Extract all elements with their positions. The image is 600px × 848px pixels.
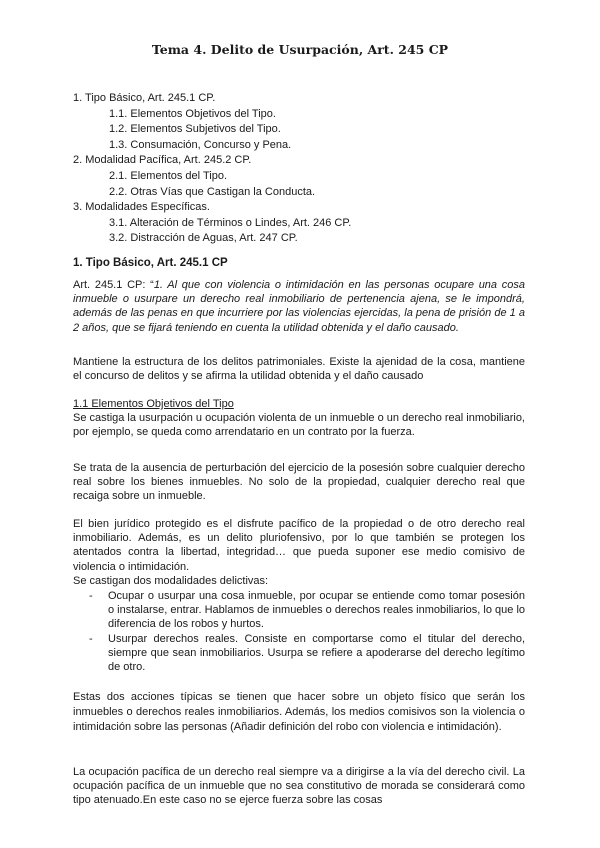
paragraph: El bien jurídico protegido es el disfrute pacífico de la propiedad o de otro derecho real inmobiliario. Además, es un delito pluriofensivo, por lo que también se protegen los atentados contra la libertad, integridad… que pueda suponer ese medio comisivo de violencia o intimidación. [73, 518, 525, 573]
toc-item: 2.2. Otras Vías que Castigan la Conducta. [109, 185, 316, 198]
paragraph: Se castigan dos modalidades delictivas: [73, 575, 269, 587]
toc-item: 1.2. Elementos Subjetivos del Tipo. [109, 123, 281, 136]
list-item [73, 632, 525, 675]
article-quote [73, 278, 525, 335]
subsection-heading: 1.1 Elementos Objetivos del Tipo [73, 398, 234, 410]
toc-item: 1.1. Elementos Objetivos del Tipo. [109, 107, 276, 120]
toc-item: 3. Modalidades Específicas. [73, 201, 210, 214]
paragraph: Estas dos acciones típicas se tienen que hacer sobre un objeto físico que serán los inmuebles o derechos reales inmobiliarios. Además, los medios comisivos son la violencia o intimidación sobre las personas (Añadir definición del robo con violencia e intimidación). [73, 691, 525, 733]
toc-item: 3.1. Alteración de Términos o Lindes, Art. 246 CP. [109, 216, 352, 229]
list-item-text: Usurpar derechos reales. Consiste en comportarse como el titular del derecho, siempre que sean inmobiliarios. Usurpa se refiere a apoderarse del derecho legítimo de otro. [108, 632, 525, 674]
list-item [73, 589, 525, 632]
paragraph: Se trata de la ausencia de perturbación del ejercicio de la posesión sobre cualquier derecho real sobre los bienes inmuebles. No solo de la propiedad, cualquier derecho real que recaiga sobre un inmueble. [73, 462, 525, 503]
article-prefix: Art. 245.1 CP: “ [73, 279, 154, 291]
article-text: 1. Al que con violencia o intimidación en las personas ocupare una cosa inmueble o usurpare un derecho real inmobiliario de pertenencia ajena, se le impondrá, además de las penas en que incurriere por las violencias ejercidas, la pena de prisión de 1 a 2 años, que se fijará teniendo en cuenta la utilidad obtenida y el daño causado. [73, 279, 525, 334]
toc-item: 3.2. Distracción de Aguas, Art. 247 CP. [109, 232, 298, 245]
toc-item: 2. Modalidad Pacífica, Art. 245.2 CP. [73, 154, 252, 167]
section-heading: 1. Tipo Básico, Art. 245.1 CP [73, 257, 228, 269]
bullet-dash: - [89, 632, 93, 645]
bullet-list [73, 589, 525, 674]
toc-item: 2.1. Elementos del Tipo. [109, 169, 228, 182]
table-of-contents [73, 91, 351, 247]
toc-item: 1. Tipo Básico, Art. 245.1 CP. [73, 92, 216, 104]
bullet-dash: - [89, 590, 93, 602]
document-title: Tema 4. Delito de Usurpación, Art. 245 CP [151, 42, 449, 57]
list-item-text: Ocupar o usurpar una cosa inmueble, por ocupar se entiende como tomar posesión o instalarse, entrar. Hablamos de inmuebles o derechos reales inmobiliarios, lo que lo diferencia de los robos y hurtos. [108, 590, 526, 631]
toc-item: 1.3. Consumación, Concurso y Pena. [109, 138, 292, 151]
paragraph: Mantiene la estructura de los delitos patrimoniales. Existe la ajenidad de la cosa, mantiene el concurso de delitos y se afirma la utilidad obtenida y el daño causado [73, 356, 525, 383]
paragraph: La ocupación pacífica de un derecho real siempre va a dirigirse a la vía del derecho civil. La ocupación pacífica de un inmueble que no sea constitutivo de morada se considerará como tipo atenuado.En este caso no se ejerce fuerza sobre las cosas [73, 766, 525, 807]
paragraph: Se castiga la usurpación u ocupación violenta de un inmueble o un derecho real inmobiliario, por ejemplo, se queda como arrendatario en un contrato por la fuerza. [73, 412, 525, 439]
